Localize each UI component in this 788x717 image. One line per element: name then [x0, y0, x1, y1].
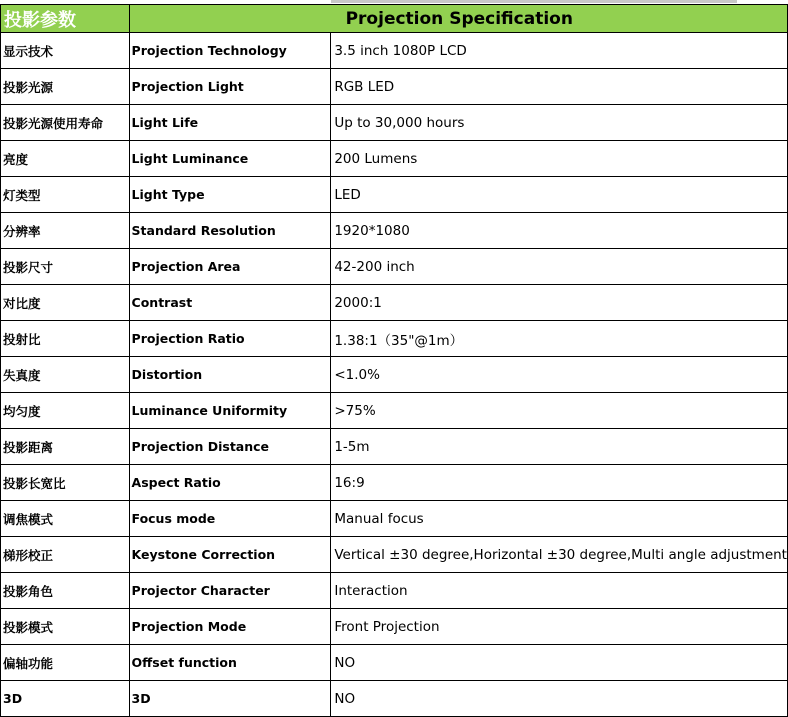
spec-value[interactable]: 16:9 [331, 465, 788, 501]
spec-label-cn[interactable]: 灯类型 [1, 177, 130, 213]
spec-row [1, 645, 788, 681]
spec-row [1, 393, 788, 429]
spec-value[interactable]: Vertical ±30 degree,Horizontal ±30 degree,Multi angle adjustment [331, 537, 788, 573]
spec-label-cn[interactable]: 投影模式 [1, 609, 130, 645]
spec-row [1, 105, 788, 141]
spec-label-en[interactable]: Light Type [129, 177, 331, 213]
spec-value[interactable]: 42-200 inch [331, 249, 788, 285]
spec-value[interactable]: Front Projection [331, 609, 788, 645]
spec-value[interactable]: Manual focus [331, 501, 788, 537]
spec-value[interactable]: RGB LED [331, 69, 788, 105]
spec-row [1, 501, 788, 537]
spec-value[interactable]: Interaction [331, 573, 788, 609]
spec-label-en[interactable]: Aspect Ratio [129, 465, 331, 501]
header-row [1, 5, 788, 33]
spec-label-en[interactable]: Keystone Correction [129, 537, 331, 573]
spec-label-cn[interactable]: 3D [1, 681, 130, 717]
spec-label-en[interactable]: Projection Distance [129, 429, 331, 465]
header-cn-cell[interactable]: 投影参数 [1, 5, 130, 33]
spec-label-en[interactable]: Projection Ratio [129, 321, 331, 357]
spec-row [1, 357, 788, 393]
spec-row [1, 537, 788, 573]
spec-value[interactable]: NO [331, 681, 788, 717]
spec-row [1, 213, 788, 249]
spec-label-cn[interactable]: 均匀度 [1, 393, 130, 429]
spec-value[interactable]: 3.5 inch 1080P LCD [331, 33, 788, 69]
spec-row [1, 609, 788, 645]
spec-label-en[interactable]: Projection Area [129, 249, 331, 285]
spec-label-cn[interactable]: 偏轴功能 [1, 645, 130, 681]
spec-value[interactable]: 200 Lumens [331, 141, 788, 177]
spec-table-body [1, 5, 788, 717]
spec-label-cn[interactable]: 调焦模式 [1, 501, 130, 537]
spec-value[interactable]: 1920*1080 [331, 213, 788, 249]
spec-row [1, 141, 788, 177]
spec-label-en[interactable]: Projection Mode [129, 609, 331, 645]
spec-row [1, 681, 788, 717]
spec-label-en[interactable]: Distortion [129, 357, 331, 393]
spec-label-cn[interactable]: 亮度 [1, 141, 130, 177]
spec-label-en[interactable]: Contrast [129, 285, 331, 321]
spec-label-en[interactable]: Projection Light [129, 69, 331, 105]
spec-label-en[interactable]: Light Life [129, 105, 331, 141]
spec-row [1, 321, 788, 357]
spec-value[interactable]: >75% [331, 393, 788, 429]
spec-label-en[interactable]: Projection Technology [129, 33, 331, 69]
spec-row [1, 573, 788, 609]
spec-value[interactable]: 2000:1 [331, 285, 788, 321]
spec-row [1, 285, 788, 321]
spec-row [1, 429, 788, 465]
spec-value[interactable]: <1.0% [331, 357, 788, 393]
spec-value[interactable]: 1-5m [331, 429, 788, 465]
spec-label-en[interactable]: Light Luminance [129, 141, 331, 177]
spec-label-cn[interactable]: 失真度 [1, 357, 130, 393]
spec-label-en[interactable]: Luminance Uniformity [129, 393, 331, 429]
spec-label-en[interactable]: Standard Resolution [129, 213, 331, 249]
spec-label-cn[interactable]: 投影角色 [1, 573, 130, 609]
spec-label-en[interactable]: Offset function [129, 645, 331, 681]
top-scroll-strip [331, 0, 737, 3]
spec-label-cn[interactable]: 投影光源 [1, 69, 130, 105]
spec-label-cn[interactable]: 投影光源使用寿命 [1, 105, 130, 141]
spec-row [1, 249, 788, 285]
spec-value[interactable]: 1.38:1（35"@1m） [331, 321, 788, 357]
spec-label-cn[interactable]: 分辨率 [1, 213, 130, 249]
spec-label-cn[interactable]: 显示技术 [1, 33, 130, 69]
spec-label-en[interactable]: Projector Character [129, 573, 331, 609]
spec-row [1, 33, 788, 69]
spec-value[interactable]: NO [331, 645, 788, 681]
spec-label-cn[interactable]: 投影距离 [1, 429, 130, 465]
spec-label-cn[interactable]: 投射比 [1, 321, 130, 357]
spec-label-cn[interactable]: 梯形校正 [1, 537, 130, 573]
spec-value[interactable]: Up to 30,000 hours [331, 105, 788, 141]
spec-row [1, 69, 788, 105]
spec-table [0, 4, 788, 717]
header-en-cell[interactable]: Projection Specification [129, 5, 787, 33]
spec-label-cn[interactable]: 投影长宽比 [1, 465, 130, 501]
spec-label-cn[interactable]: 投影尺寸 [1, 249, 130, 285]
spec-label-en[interactable]: Focus mode [129, 501, 331, 537]
spec-label-cn[interactable]: 对比度 [1, 285, 130, 321]
spec-value[interactable]: LED [331, 177, 788, 213]
spec-row [1, 465, 788, 501]
spec-label-en[interactable]: 3D [129, 681, 331, 717]
spec-row [1, 177, 788, 213]
